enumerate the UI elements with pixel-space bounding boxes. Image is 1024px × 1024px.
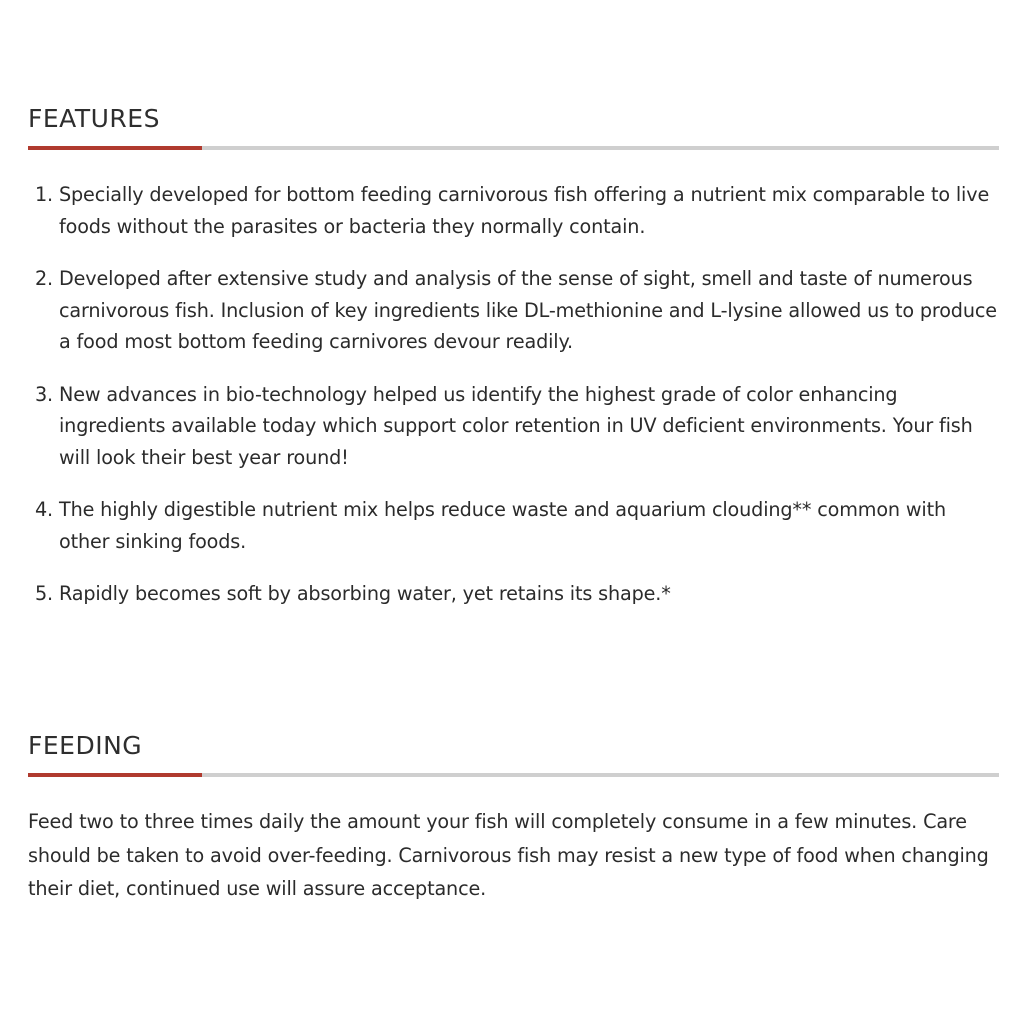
feature-number: 5.	[35, 582, 54, 605]
features-section	[28, 100, 999, 631]
feature-number: 1.	[35, 183, 54, 206]
feature-number: 3.	[35, 382, 54, 406]
feature-number: 4.	[35, 498, 54, 521]
feature-item-4	[28, 494, 999, 557]
feature-text: Specially developed for bottom feeding carnivorous fish offering a nutrient mix comparable to live foods without the parasites or bacteria they normally contain.	[59, 183, 990, 238]
feature-item-5	[28, 578, 999, 610]
feature-number: 2.	[35, 267, 54, 290]
feeding-divider	[28, 773, 999, 777]
feature-text: The highly digestible nutrient mix helps reduce waste and aquarium clouding** common with other sinking foods.	[59, 498, 946, 553]
features-divider	[28, 146, 999, 150]
feature-text: New advances in bio-technology helped us identify the highest grade of color enhancing ingredients available today which support color retention in UV deficient environments. Your fish will look their best year round!	[59, 382, 973, 469]
features-title: FEATURES	[28, 104, 160, 133]
feature-item-1	[28, 179, 999, 242]
feature-text: Developed after extensive study and analysis of the sense of sight, smell and taste of numerous carnivorous fish. Inclusion of key ingredients like DL-methionine and L-lysine allowed us to produce a food most bottom feeding carnivores devour readily.	[59, 267, 997, 353]
feeding-divider-accent	[28, 773, 202, 777]
feeding-instructions: Feed two to three times daily the amount your fish will completely consume in a few minutes. Care should be taken to avoid over-feeding. Carnivorous fish may resist a new type of food when changing their diet, continued use will assure acceptance.	[28, 810, 989, 900]
features-list	[28, 179, 999, 610]
feeding-section	[28, 727, 999, 906]
feature-text: Rapidly becomes soft by absorbing water, yet retains its shape.*	[59, 582, 671, 605]
feeding-title: FEEDING	[28, 731, 143, 760]
feature-item-2	[28, 263, 999, 358]
features-divider-accent	[28, 146, 202, 150]
feature-item-3	[28, 379, 999, 474]
